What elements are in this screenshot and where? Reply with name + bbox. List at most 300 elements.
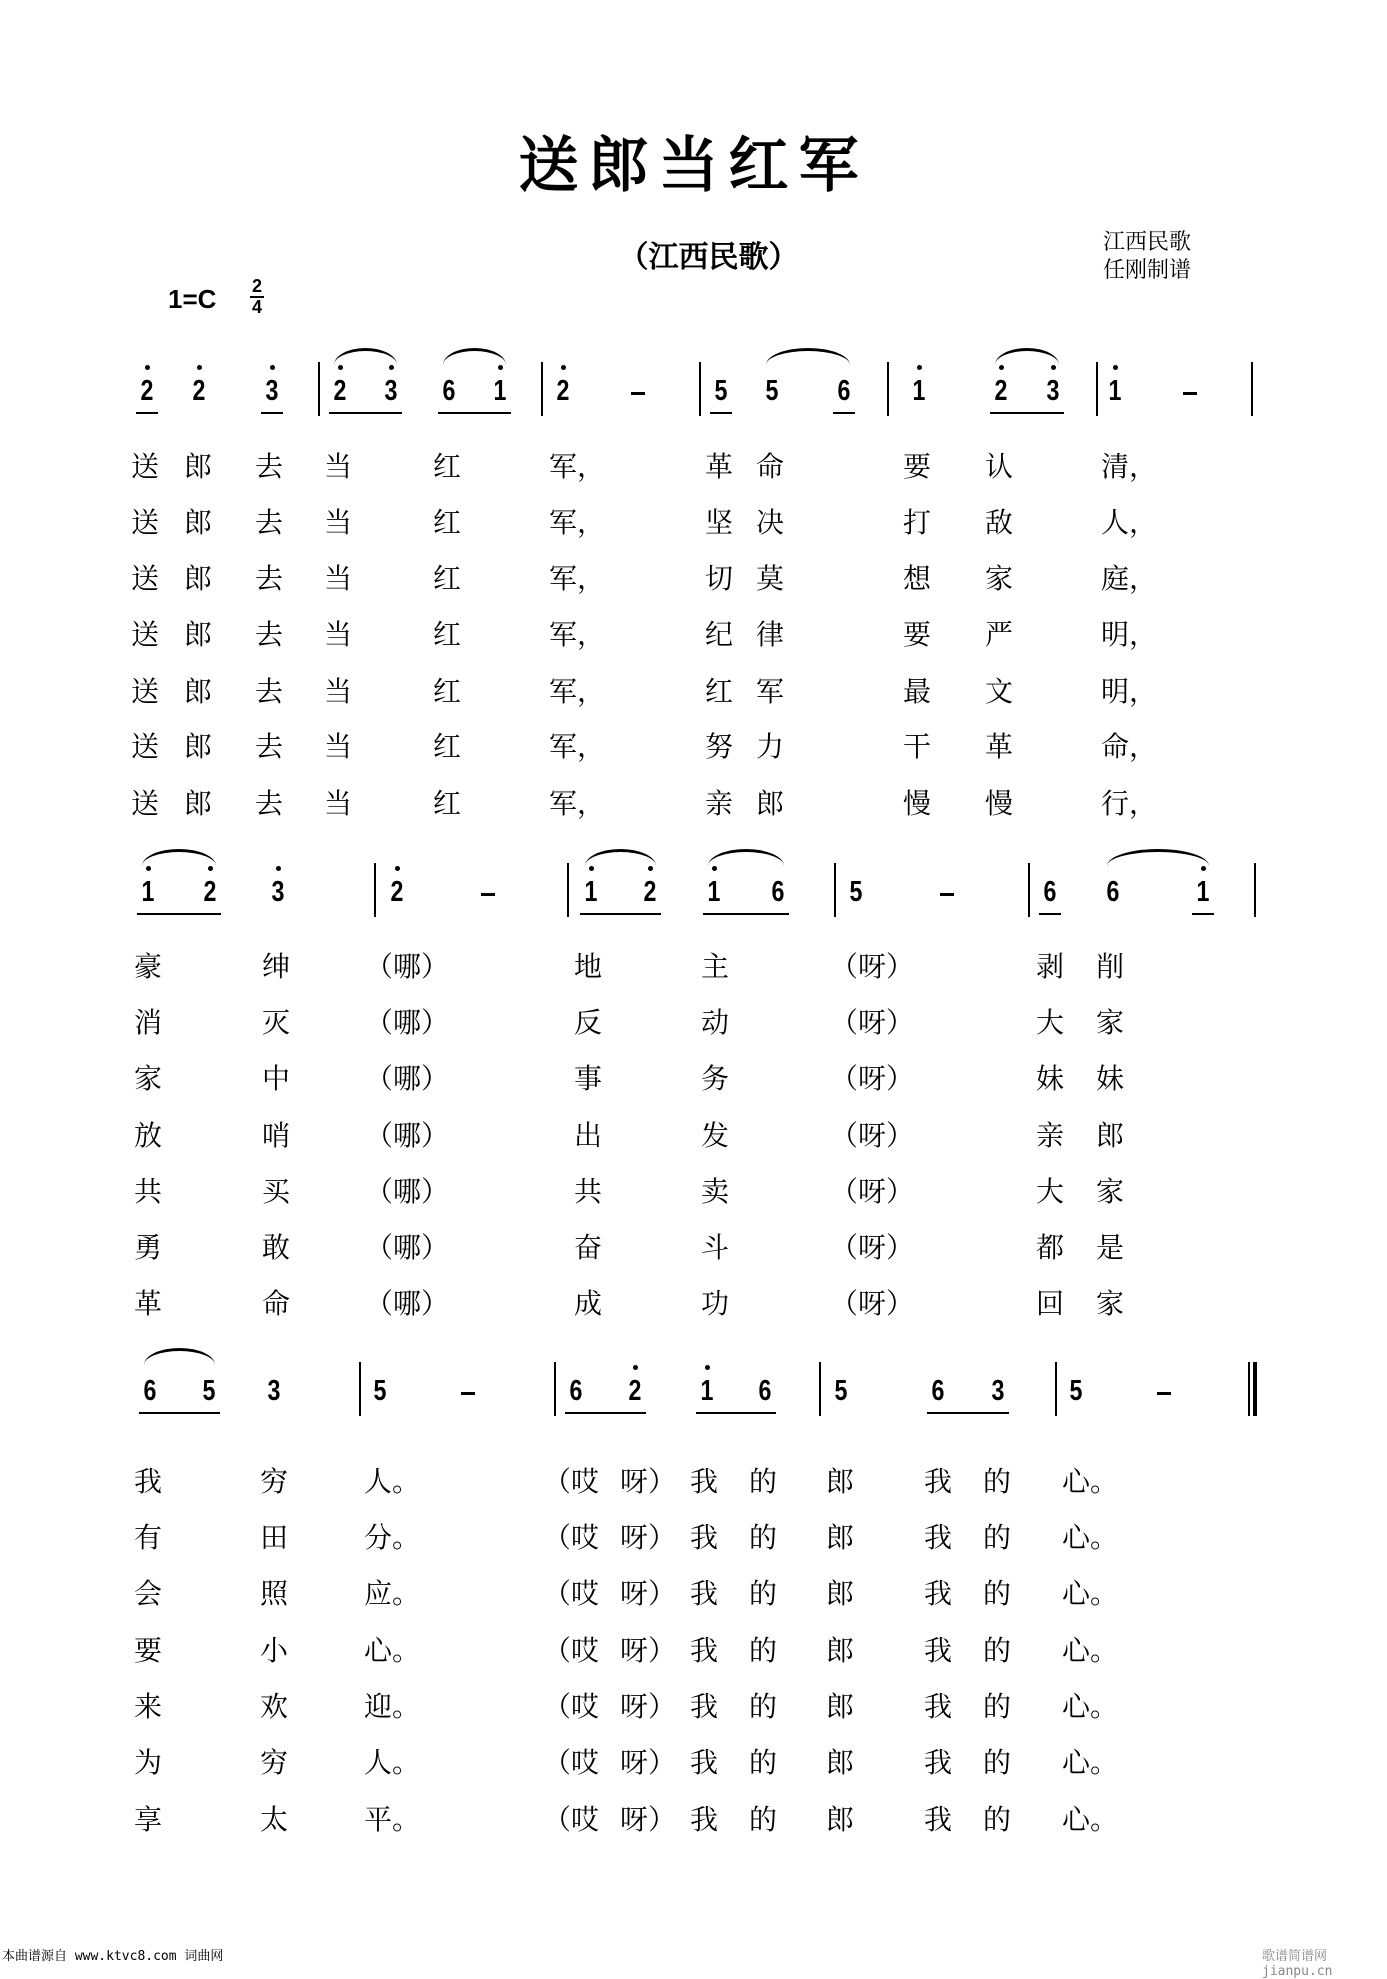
bar-line xyxy=(318,362,320,416)
lyric-word: 郎 xyxy=(1096,1119,1125,1152)
lyric-word: （哪） xyxy=(365,1006,450,1039)
lyric-word: （哎 xyxy=(543,1577,600,1610)
lyric-word: 明， xyxy=(1101,675,1158,708)
slur xyxy=(142,849,216,866)
lyric-word: 要 xyxy=(903,618,932,651)
lyric-word: 送 xyxy=(131,675,160,708)
key-signature: 1=C xyxy=(168,284,217,314)
lyric-word: 穷 xyxy=(260,1465,289,1498)
lyric-word: 卖 xyxy=(701,1175,730,1208)
lyric-word: 行， xyxy=(1101,787,1158,820)
lyric-word: （哪） xyxy=(365,950,450,983)
high-octave-dot xyxy=(389,365,394,370)
underline-beam xyxy=(329,412,402,414)
lyric-word: 红 xyxy=(433,562,462,595)
lyric-word: 当 xyxy=(324,450,353,483)
lyric-word: 送 xyxy=(131,562,160,595)
note-2: 2 xyxy=(203,876,217,908)
note-5: 5 xyxy=(1069,1375,1083,1407)
lyric-word: 郎 xyxy=(184,618,213,651)
lyric-word: 发 xyxy=(701,1119,730,1152)
song-subtitle: （江西民歌） xyxy=(618,240,799,275)
underline-beam xyxy=(438,412,511,414)
lyric-word: 呀） xyxy=(620,1521,677,1554)
high-octave-dot xyxy=(1201,866,1206,871)
lyric-word: 干 xyxy=(903,730,932,763)
lyric-word: 当 xyxy=(324,618,353,651)
lyric-word: 家 xyxy=(985,562,1014,595)
slur xyxy=(708,849,784,866)
lyric-word: 平。 xyxy=(364,1803,421,1836)
lyric-word: 都 xyxy=(1036,1231,1065,1264)
lyric-word: 力 xyxy=(756,730,785,763)
lyric-word: 要 xyxy=(903,450,932,483)
lyric-word: 田 xyxy=(260,1521,289,1554)
note-2: 2 xyxy=(556,375,570,407)
high-octave-dot xyxy=(633,1365,638,1370)
underline-beam xyxy=(703,913,789,915)
meter-top: 2 xyxy=(251,276,262,296)
note-1: 1 xyxy=(700,1375,714,1407)
note-1: 1 xyxy=(1196,876,1210,908)
note-1: 1 xyxy=(584,876,598,908)
lyric-word: 我 xyxy=(690,1746,719,1779)
lyric-word: 妹 xyxy=(1096,1062,1125,1095)
lyric-word: 迎。 xyxy=(364,1690,421,1723)
lyric-word: 郎 xyxy=(184,675,213,708)
underline-beam xyxy=(710,412,732,414)
lyric-word: 最 xyxy=(903,675,932,708)
note-2: 2 xyxy=(333,375,347,407)
lyric-word: 郎 xyxy=(184,506,213,539)
lyric-word: 军， xyxy=(549,787,606,820)
note-2: 2 xyxy=(994,375,1008,407)
dash-note xyxy=(1157,1392,1171,1395)
lyric-word: 明， xyxy=(1101,618,1158,651)
slur xyxy=(144,1348,215,1365)
lyric-word: 当 xyxy=(324,506,353,539)
lyric-word: 勇 xyxy=(134,1231,163,1264)
lyric-word: 主 xyxy=(701,950,730,983)
lyric-word: （呀） xyxy=(830,1287,915,1320)
note-5: 5 xyxy=(765,375,779,407)
lyric-word: （哎 xyxy=(543,1521,600,1554)
lyric-word: 郎 xyxy=(826,1803,855,1836)
lyric-word: （哪） xyxy=(365,1119,450,1152)
lyric-word: 中 xyxy=(262,1062,291,1095)
lyric-word: 郎 xyxy=(826,1690,855,1723)
song-title: 送郎当红军 xyxy=(518,131,869,201)
lyric-word: 共 xyxy=(574,1175,603,1208)
lyric-word: 想 xyxy=(903,562,932,595)
lyric-word: 坚 xyxy=(705,506,734,539)
note-6: 6 xyxy=(569,1375,583,1407)
footer-source: 本曲谱源自 www.ktvc8.com 词曲网 xyxy=(2,1949,224,1964)
note-3: 3 xyxy=(271,876,285,908)
lyric-word: 决 xyxy=(756,506,785,539)
bar-line xyxy=(887,362,889,416)
lyric-word: 的 xyxy=(983,1465,1012,1498)
high-octave-dot xyxy=(208,866,213,871)
lyric-word: 绅 xyxy=(262,950,291,983)
lyric-word: 心。 xyxy=(1062,1521,1119,1554)
slur xyxy=(443,348,506,365)
underline-beam xyxy=(696,1412,776,1414)
lyric-word: （哪） xyxy=(365,1062,450,1095)
lyric-word: 奋 xyxy=(574,1231,603,1264)
underline-beam xyxy=(565,1412,646,1414)
lyric-word: （呀） xyxy=(830,1119,915,1152)
high-octave-dot xyxy=(498,365,503,370)
lyric-word: 动 xyxy=(701,1006,730,1039)
lyric-word: 地 xyxy=(574,950,603,983)
note-6: 6 xyxy=(837,375,851,407)
lyric-word: 出 xyxy=(574,1119,603,1152)
lyric-word: 心。 xyxy=(1062,1465,1119,1498)
note-6: 6 xyxy=(1106,876,1120,908)
lyric-word: 剥 xyxy=(1036,950,1065,983)
lyric-word: 郎 xyxy=(826,1521,855,1554)
lyric-word: （呀） xyxy=(830,1231,915,1264)
lyric-word: 心。 xyxy=(1062,1634,1119,1667)
lyric-word: 郎 xyxy=(826,1746,855,1779)
lyric-word: 的 xyxy=(749,1746,778,1779)
underline-beam xyxy=(1039,913,1061,915)
note-3: 3 xyxy=(267,1375,281,1407)
lyric-word: 红 xyxy=(705,675,734,708)
lyric-word: 军， xyxy=(549,562,606,595)
high-octave-dot xyxy=(197,365,202,370)
underline-beam xyxy=(139,1412,220,1414)
lyric-word: 呀） xyxy=(620,1577,677,1610)
lyric-word: 切 xyxy=(705,562,734,595)
lyric-word: 军， xyxy=(549,730,606,763)
bar-line xyxy=(541,362,543,416)
lyric-word: 呀） xyxy=(620,1803,677,1836)
lyric-word: 分。 xyxy=(364,1521,421,1554)
lyric-word: 我 xyxy=(924,1803,953,1836)
lyric-word: 文 xyxy=(985,675,1014,708)
lyric-word: 我 xyxy=(690,1803,719,1836)
lyric-word: 的 xyxy=(749,1634,778,1667)
lyric-word: 的 xyxy=(983,1746,1012,1779)
high-octave-dot xyxy=(270,365,275,370)
high-octave-dot xyxy=(999,365,1004,370)
lyric-word: 郎 xyxy=(826,1634,855,1667)
lyric-word: 革 xyxy=(705,450,734,483)
lyric-word: 我 xyxy=(690,1577,719,1610)
high-octave-dot xyxy=(338,365,343,370)
lyric-word: 红 xyxy=(433,506,462,539)
lyric-word: 呀） xyxy=(620,1746,677,1779)
lyric-word: 军， xyxy=(549,618,606,651)
lyric-word: 送 xyxy=(131,618,160,651)
lyric-word: 军， xyxy=(549,675,606,708)
lyric-word: 应。 xyxy=(364,1577,421,1610)
lyric-word: 命 xyxy=(756,450,785,483)
lyric-word: （呀） xyxy=(830,1175,915,1208)
lyric-word: 的 xyxy=(983,1521,1012,1554)
lyric-word: （哪） xyxy=(365,1287,450,1320)
lyric-word: 郎 xyxy=(826,1465,855,1498)
lyric-word: 哨 xyxy=(262,1119,291,1152)
lyric-word: 庭， xyxy=(1101,562,1158,595)
lyric-word: 红 xyxy=(433,730,462,763)
lyric-word: 亲 xyxy=(1036,1119,1065,1152)
high-octave-dot xyxy=(395,866,400,871)
note-5: 5 xyxy=(849,876,863,908)
lyric-word: 当 xyxy=(324,562,353,595)
lyric-word: 买 xyxy=(262,1175,291,1208)
note-6: 6 xyxy=(931,1375,945,1407)
lyric-word: 穷 xyxy=(260,1746,289,1779)
lyric-word: 去 xyxy=(255,450,284,483)
high-octave-dot xyxy=(1113,365,1118,370)
lyric-word: 心。 xyxy=(1062,1577,1119,1610)
note-1: 1 xyxy=(141,876,155,908)
bar-line xyxy=(1028,863,1030,917)
footer-watermark: 歌谱简谱网 jianpu.cn xyxy=(1262,1949,1333,1979)
lyric-word: 的 xyxy=(749,1803,778,1836)
note-6: 6 xyxy=(758,1375,772,1407)
lyric-word: 心。 xyxy=(364,1634,421,1667)
lyric-word: 去 xyxy=(255,787,284,820)
lyric-word: 家 xyxy=(1096,1006,1125,1039)
lyric-word: 军， xyxy=(549,450,606,483)
note-5: 5 xyxy=(373,1375,387,1407)
note-6: 6 xyxy=(442,375,456,407)
lyric-word: 郎 xyxy=(184,450,213,483)
lyric-word: 去 xyxy=(255,618,284,651)
lyric-word: 努 xyxy=(705,730,734,763)
lyric-word: 我 xyxy=(690,1690,719,1723)
underline-beam xyxy=(136,412,158,414)
bar-line xyxy=(834,863,836,917)
lyric-word: 纪 xyxy=(705,618,734,651)
lyric-word: 我 xyxy=(690,1521,719,1554)
lyric-word: 豪 xyxy=(134,950,163,983)
note-2: 2 xyxy=(192,375,206,407)
lyric-word: 当 xyxy=(324,730,353,763)
high-octave-dot xyxy=(705,1365,710,1370)
lyric-word: 严 xyxy=(985,618,1014,651)
lyric-word: 人。 xyxy=(364,1465,421,1498)
lyric-word: 送 xyxy=(131,730,160,763)
lyric-word: 去 xyxy=(255,730,284,763)
slur xyxy=(1107,849,1209,866)
lyric-word: 反 xyxy=(574,1006,603,1039)
lyric-word: 我 xyxy=(924,1577,953,1610)
lyric-word: 敌 xyxy=(985,506,1014,539)
bar-line xyxy=(699,362,701,416)
bar-line xyxy=(1251,362,1253,416)
lyric-word: 去 xyxy=(255,562,284,595)
lyric-word: 共 xyxy=(134,1175,163,1208)
lyric-word: 要 xyxy=(134,1634,163,1667)
lyric-word: 革 xyxy=(134,1287,163,1320)
note-2: 2 xyxy=(628,1375,642,1407)
lyric-word: 斗 xyxy=(701,1231,730,1264)
lyric-word: 家 xyxy=(1096,1287,1125,1320)
bar-line xyxy=(819,1362,821,1416)
lyric-word: 大 xyxy=(1036,1175,1065,1208)
slur xyxy=(766,348,850,365)
lyric-word: 认 xyxy=(985,450,1014,483)
lyric-word: 放 xyxy=(134,1119,163,1152)
lyric-word: 小 xyxy=(260,1634,289,1667)
note-3: 3 xyxy=(991,1375,1005,1407)
lyric-word: （哎 xyxy=(543,1634,600,1667)
lyric-word: 送 xyxy=(131,506,160,539)
high-octave-dot xyxy=(712,866,717,871)
lyric-word: 郎 xyxy=(184,730,213,763)
note-3: 3 xyxy=(1046,375,1060,407)
underline-beam xyxy=(1192,913,1214,915)
lyric-word: 红 xyxy=(433,618,462,651)
note-6: 6 xyxy=(1043,876,1057,908)
lyric-word: （呀） xyxy=(830,1006,915,1039)
dash-note xyxy=(1183,392,1197,395)
note-3: 3 xyxy=(265,375,279,407)
lyric-word: 呀） xyxy=(620,1690,677,1723)
high-octave-dot xyxy=(917,365,922,370)
lyric-word: 红 xyxy=(433,675,462,708)
lyric-word: 事 xyxy=(574,1062,603,1095)
dash-note xyxy=(481,893,495,896)
lyric-word: 当 xyxy=(324,787,353,820)
credit-origin: 江西民歌 xyxy=(1103,230,1192,255)
lyric-word: 成 xyxy=(574,1287,603,1320)
credit-arranger: 任刚制谱 xyxy=(1103,258,1192,283)
note-3: 3 xyxy=(384,375,398,407)
lyric-word: （呀） xyxy=(830,1062,915,1095)
note-5: 5 xyxy=(834,1375,848,1407)
lyric-word: 我 xyxy=(924,1634,953,1667)
lyric-word: 郎 xyxy=(826,1577,855,1610)
lyric-word: （哪） xyxy=(365,1231,450,1264)
dash-note xyxy=(631,392,645,395)
lyric-word: 为 xyxy=(134,1746,163,1779)
underline-beam xyxy=(927,1412,1009,1414)
lyric-word: 送 xyxy=(131,787,160,820)
lyric-word: （哎 xyxy=(543,1690,600,1723)
lyric-word: 红 xyxy=(433,787,462,820)
lyric-word: 革 xyxy=(985,730,1014,763)
lyric-word: 呀） xyxy=(620,1634,677,1667)
lyric-word: 军， xyxy=(549,506,606,539)
lyric-word: 回 xyxy=(1036,1287,1065,1320)
lyric-word: 我 xyxy=(690,1634,719,1667)
bar-line xyxy=(567,863,569,917)
lyric-word: 去 xyxy=(255,675,284,708)
lyric-word: 我 xyxy=(134,1465,163,1498)
lyric-word: 享 xyxy=(134,1803,163,1836)
note-5: 5 xyxy=(202,1375,216,1407)
lyric-word: 照 xyxy=(260,1577,289,1610)
lyric-word: 有 xyxy=(134,1521,163,1554)
lyric-word: 清， xyxy=(1101,450,1158,483)
high-octave-dot xyxy=(276,866,281,871)
lyric-word: 会 xyxy=(134,1577,163,1610)
lyric-word: 呀） xyxy=(620,1465,677,1498)
lyric-word: 亲 xyxy=(705,787,734,820)
lyric-word: 慢 xyxy=(903,787,932,820)
lyric-word: （呀） xyxy=(830,950,915,983)
lyric-word: 的 xyxy=(749,1690,778,1723)
lyric-word: 心。 xyxy=(1062,1746,1119,1779)
lyric-word: 当 xyxy=(324,675,353,708)
lyric-word: 的 xyxy=(983,1690,1012,1723)
lyric-word: 是 xyxy=(1096,1231,1125,1264)
final-bar-line xyxy=(1248,1362,1250,1416)
lyric-word: 家 xyxy=(134,1062,163,1095)
high-octave-dot xyxy=(561,365,566,370)
lyric-word: 郎 xyxy=(184,787,213,820)
high-octave-dot xyxy=(145,365,150,370)
lyric-word: 妹 xyxy=(1036,1062,1065,1095)
dash-note xyxy=(461,1392,475,1395)
time-signature xyxy=(250,278,264,316)
lyric-word: 消 xyxy=(134,1006,163,1039)
lyric-word: 的 xyxy=(749,1521,778,1554)
lyric-word: 大 xyxy=(1036,1006,1065,1039)
bar-line xyxy=(1096,362,1098,416)
lyric-word: 的 xyxy=(983,1634,1012,1667)
lyric-word: 我 xyxy=(690,1465,719,1498)
note-1: 1 xyxy=(1108,375,1122,407)
high-octave-dot xyxy=(648,866,653,871)
lyric-word: 郎 xyxy=(756,787,785,820)
lyric-word: （哎 xyxy=(543,1803,600,1836)
lyric-word: （哪） xyxy=(365,1175,450,1208)
lyric-word: 的 xyxy=(983,1577,1012,1610)
lyric-word: 心。 xyxy=(1062,1803,1119,1836)
lyric-word: 务 xyxy=(701,1062,730,1095)
lyric-word: 来 xyxy=(134,1690,163,1723)
lyric-word: 命 xyxy=(262,1287,291,1320)
underline-beam xyxy=(261,412,283,414)
slur xyxy=(585,849,656,866)
lyric-word: 慢 xyxy=(985,787,1014,820)
lyric-word: 太 xyxy=(260,1803,289,1836)
lyric-word: 律 xyxy=(756,618,785,651)
underline-beam xyxy=(580,913,661,915)
lyric-word: 我 xyxy=(924,1690,953,1723)
lyric-word: 欢 xyxy=(260,1690,289,1723)
lyric-word: 功 xyxy=(701,1287,730,1320)
lyric-word: 打 xyxy=(903,506,932,539)
slur xyxy=(334,348,397,365)
slur xyxy=(995,348,1059,365)
lyric-word: （哎 xyxy=(543,1746,600,1779)
lyric-word: 的 xyxy=(749,1577,778,1610)
note-6: 6 xyxy=(143,1375,157,1407)
lyric-word: 人。 xyxy=(364,1746,421,1779)
dash-note xyxy=(940,893,954,896)
note-2: 2 xyxy=(140,375,154,407)
lyric-word: 莫 xyxy=(756,562,785,595)
bar-line xyxy=(1055,1362,1057,1416)
high-octave-dot xyxy=(146,866,151,871)
note-1: 1 xyxy=(912,375,926,407)
bar-line xyxy=(1254,863,1256,917)
note-1: 1 xyxy=(493,375,507,407)
lyric-word: 我 xyxy=(924,1746,953,1779)
lyric-word: 红 xyxy=(433,450,462,483)
note-2: 2 xyxy=(390,876,404,908)
bar-line xyxy=(554,1362,556,1416)
underline-beam xyxy=(990,412,1064,414)
